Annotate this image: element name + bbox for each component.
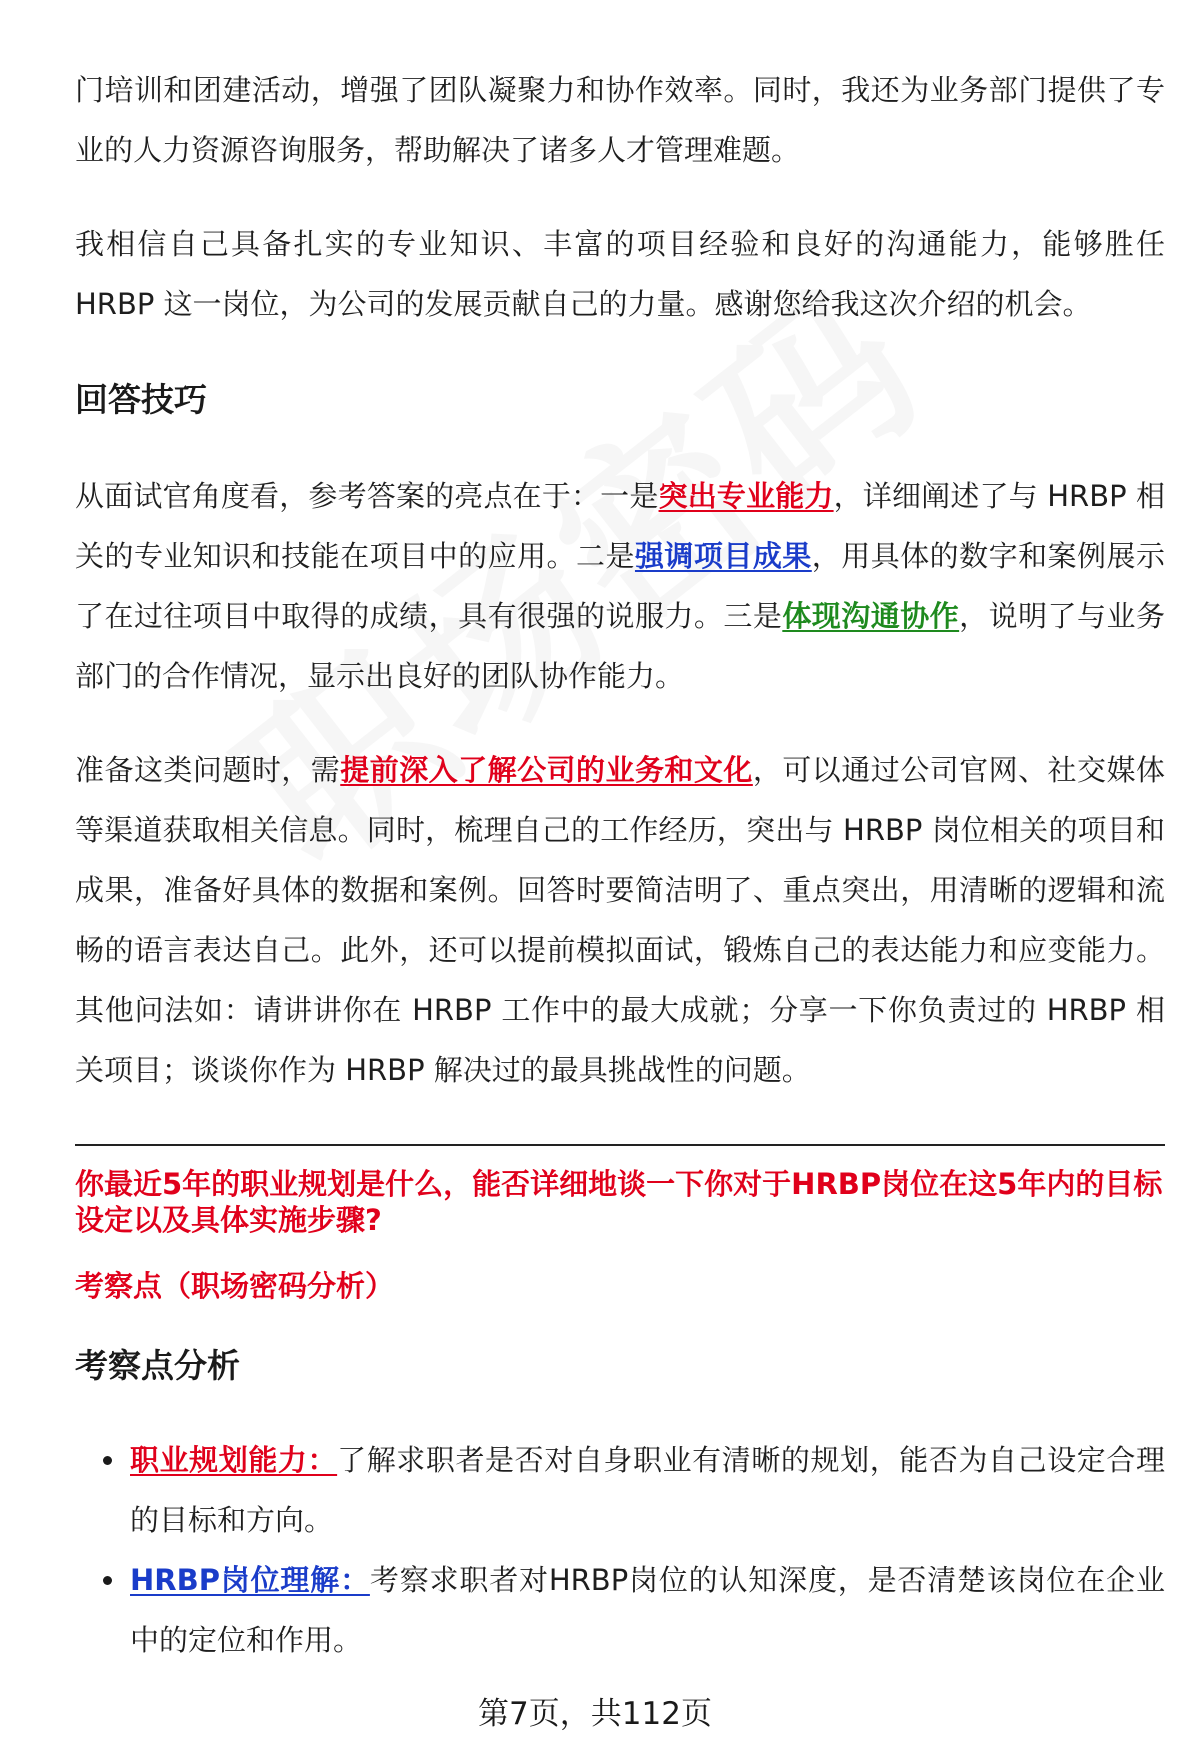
highlight-professional-ability: 突出专业能力	[658, 479, 834, 513]
analysis-item-label: HRBP岗位理解：	[130, 1563, 370, 1597]
document-page	[75, 60, 1165, 1670]
tips-paragraph-2	[75, 740, 1165, 1100]
tips-p1-text-a: 从面试官角度看，参考答案的亮点在于：一是	[75, 479, 659, 513]
tips-p2-text-a: 准备这类问题时，需	[75, 753, 341, 787]
highlight-communication-collaboration: 体现沟通协作	[782, 599, 960, 633]
page-number: 第7页，共112页	[478, 1696, 712, 1732]
list-item	[75, 1430, 1165, 1550]
bullet-icon	[103, 1576, 112, 1585]
analysis-item-text: 了解求职者是否对自身职业有清晰的规划，能否为自己设定合理的目标和方向。	[130, 1443, 1165, 1537]
analysis-heading: 考察点分析	[75, 1346, 240, 1385]
tips-heading: 回答技巧	[75, 380, 207, 419]
intro-paragraph-2: 我相信自己具备扎实的专业知识、丰富的项目经验和良好的沟通能力，能够胜任 HRBP 这一岗位，为公司的发展贡献自己的力量。感谢您给我这次介绍的机会。	[75, 227, 1165, 321]
highlight-project-results: 强调项目成果	[634, 539, 812, 573]
interview-question: 你最近5年的职业规划是什么，能否详细地谈一下你对于HRBP岗位在这5年内的目标设定以及具体实施步骤?	[75, 1167, 1163, 1237]
tips-p1-text-b: ，详细阐述了与 HRBP 相关的专业知识和技能在项目中的应用。二是	[75, 479, 1165, 573]
analysis-item-label: 职业规划能力：	[130, 1443, 338, 1477]
bullet-icon	[103, 1456, 112, 1465]
question-subtitle: 考察点（职场密码分析）	[75, 1269, 395, 1303]
tips-p1-text-c: ，用具体的数字和案例展示了在过往项目中取得的成绩，具有很强的说服力。三是	[75, 539, 1165, 633]
analysis-list	[75, 1430, 1165, 1670]
list-item	[75, 1550, 1165, 1670]
tips-p1-text-d: ，说明了与业务部门的合作情况，显示出良好的团队协作能力。	[75, 599, 1165, 693]
highlight-company-culture: 提前深入了解公司的业务和文化	[340, 753, 753, 787]
section-divider	[75, 1144, 1165, 1146]
tips-paragraph-1	[75, 466, 1165, 706]
analysis-item-text: 考察求职者对HRBP岗位的认知深度，是否清楚该岗位在企业中的定位和作用。	[130, 1563, 1165, 1657]
tips-p2-text-b: ，可以通过公司官网、社交媒体等渠道获取相关信息。同时，梳理自己的工作经历，突出与 HRBP 岗位相关的项目和成果，准备好具体的数据和案例。回答时要简洁明了、重点突出，用清晰的逻辑和流畅的语言表达自己。此外，还可以提前模拟面试，锻炼自己的表达能力和应变能力。其他问法如：请讲讲你在 HRBP 工作中的最大成就；分享一下你负责过的 HRBP 相关项目；谈谈你作为 HRBP 解决过的最具挑战性的问题。	[75, 753, 1165, 1087]
intro-paragraph-1: 门培训和团建活动，增强了团队凝聚力和协作效率。同时，我还为业务部门提供了专业的人力资源咨询服务，帮助解决了诸多人才管理难题。	[75, 73, 1165, 167]
